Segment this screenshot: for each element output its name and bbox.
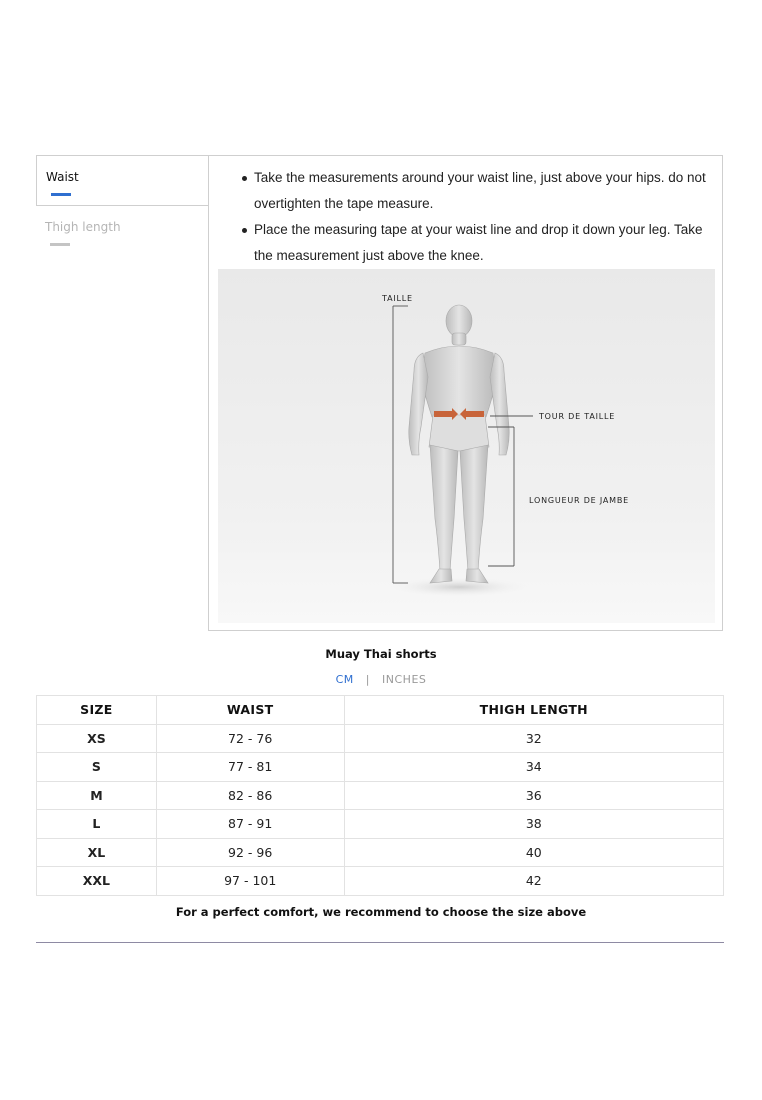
thigh-cell: 40 <box>344 838 723 867</box>
thigh-cell: 32 <box>344 724 723 753</box>
instruction-list <box>241 165 721 269</box>
waist-cell: 77 - 81 <box>156 753 344 782</box>
tab-thigh-length-indicator <box>50 243 70 246</box>
body-figure-svg <box>218 269 715 623</box>
size-chart-title: Muay Thai shorts <box>325 647 437 661</box>
size-cell: L <box>37 810 157 839</box>
table-row <box>37 724 724 753</box>
header-size: SIZE <box>37 696 157 725</box>
waist-cell: 72 - 76 <box>156 724 344 753</box>
floor-shadow <box>389 577 529 597</box>
table-row <box>37 867 724 896</box>
thigh-cell: 38 <box>344 810 723 839</box>
table-row <box>37 838 724 867</box>
bottom-divider <box>36 942 724 943</box>
waist-cell: 82 - 86 <box>156 781 344 810</box>
table-row <box>37 781 724 810</box>
waist-cell: 97 - 101 <box>156 867 344 896</box>
size-cell: S <box>37 753 157 782</box>
size-recommendation: For a perfect comfort, we recommend to choose the size above <box>175 905 587 919</box>
waist-cell: 92 - 96 <box>156 838 344 867</box>
body-measurement-illustration <box>218 269 715 623</box>
table-row <box>37 810 724 839</box>
size-table <box>36 695 724 896</box>
tab-waist-active-indicator <box>51 193 71 196</box>
unit-separator: | <box>365 672 371 686</box>
tab-thigh-length-label: Thigh length <box>45 220 121 234</box>
instruction-item: Place the measuring tape at your waist line and drop it down your leg. Take the measurement just above the knee. <box>241 217 721 269</box>
waist-cell: 87 - 91 <box>156 810 344 839</box>
size-cell: XXL <box>37 867 157 896</box>
instruction-item: Take the measurements around your waist line, just above your hips. do not overtighten the tape measure. <box>241 165 721 217</box>
unit-cm-button[interactable]: CM <box>335 672 354 686</box>
illustration-label-leg: LONGUEUR DE JAMBE <box>529 496 630 505</box>
header-waist: WAIST <box>156 696 344 725</box>
size-cell: M <box>37 781 157 810</box>
header-thigh-length: THIGH LENGTH <box>344 696 723 725</box>
tab-waist-label: Waist <box>46 170 79 184</box>
thigh-cell: 36 <box>344 781 723 810</box>
table-row <box>37 753 724 782</box>
tab-thigh-length[interactable] <box>36 206 208 256</box>
size-cell: XL <box>37 838 157 867</box>
thigh-cell: 34 <box>344 753 723 782</box>
size-table-header-row <box>37 696 724 725</box>
thigh-cell: 42 <box>344 867 723 896</box>
size-cell: XS <box>37 724 157 753</box>
illustration-label-waist: TOUR DE TAILLE <box>539 412 616 421</box>
tab-waist[interactable] <box>36 155 208 206</box>
measurement-guide <box>36 155 724 632</box>
unit-inches-button[interactable]: INCHES <box>382 672 427 686</box>
illustration-label-height: TAILLE <box>382 294 413 303</box>
unit-toggle <box>0 672 762 686</box>
body-figure <box>409 305 509 583</box>
